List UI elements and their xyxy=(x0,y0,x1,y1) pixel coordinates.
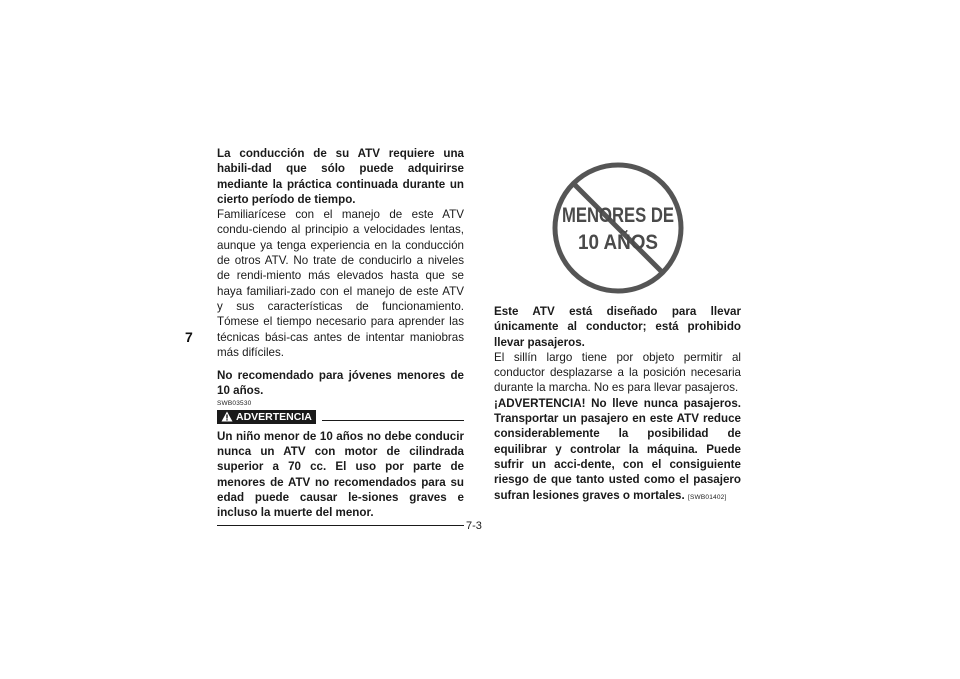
warning-text: Un niño menor de 10 años no debe conducir nunca un ATV con motor de cilindrada superior a 70 cc. El uso por parte de menores de ATV no recomendados para su edad puede causar le-siones graves e incluso la muerte del menor. xyxy=(217,429,464,520)
sign-line-2: 10 AÑOS xyxy=(578,231,658,254)
right-column xyxy=(494,304,741,505)
warning-header xyxy=(217,409,464,425)
section-heading-practice: La conducción de su ATV requiere una habili-dad que sólo puede adquirirse mediante la práctica continuada durante un cierto período de tiempo. xyxy=(217,147,464,206)
passenger-warning xyxy=(494,396,741,505)
warning-end-rule xyxy=(217,525,464,526)
section-heading-age: No recomendado para jóvenes menores de 10 años. xyxy=(217,369,464,398)
sign-line-1: MENORES DE xyxy=(562,204,674,227)
spacer xyxy=(217,360,464,368)
practice-body-text: Familiarícese con el manejo de este ATV condu-ciendo al principio a velocidades lentas, aunque ya tenga experiencia en la conducción de otros ATV. No trate de conducirlo a niveles de rendi-miento más elevados hasta que se haya familiari-zado con el manejo de este ATV y sus características de funcionamiento. Tómese el tiempo necesario para aprender las técnicas bási-cas antes de intentar maniobras más difíciles. xyxy=(217,208,464,359)
passengers-body-text: El sillín largo tiene por objeto permitir al conductor desplazarse a la posición necesaria durante la marcha. No es para llevar pasajeros. xyxy=(494,350,741,395)
section-heading-passengers: Este ATV está diseñado para llevar únicamente al conductor; está prohibido llevar pasajeros. xyxy=(494,305,741,349)
warning-rule xyxy=(322,412,464,421)
passenger-warning-code: [SWB01402] xyxy=(687,493,727,501)
reference-code: SWB03530 xyxy=(217,399,252,407)
passenger-warning-text: ¡ADVERTENCIA! No lleve nunca pasajeros. Transportar un pasajero en este ATV reduce considerablemente la posibilidad de equilibrar y controlar la máquina. Puede sufrir un acci-dente, con el consiguiente riesgo de que tanto usted como el pasajero sufran lesiones graves o mortales. xyxy=(494,396,741,502)
page-number: 7-3 xyxy=(466,520,482,532)
no-minors-sign xyxy=(548,158,688,298)
left-column xyxy=(217,146,464,526)
warning-label: ADVERTENCIA xyxy=(236,410,312,423)
warning-badge xyxy=(217,410,316,424)
warning-triangle-icon xyxy=(221,411,233,422)
chapter-tab: 7 xyxy=(185,329,193,345)
